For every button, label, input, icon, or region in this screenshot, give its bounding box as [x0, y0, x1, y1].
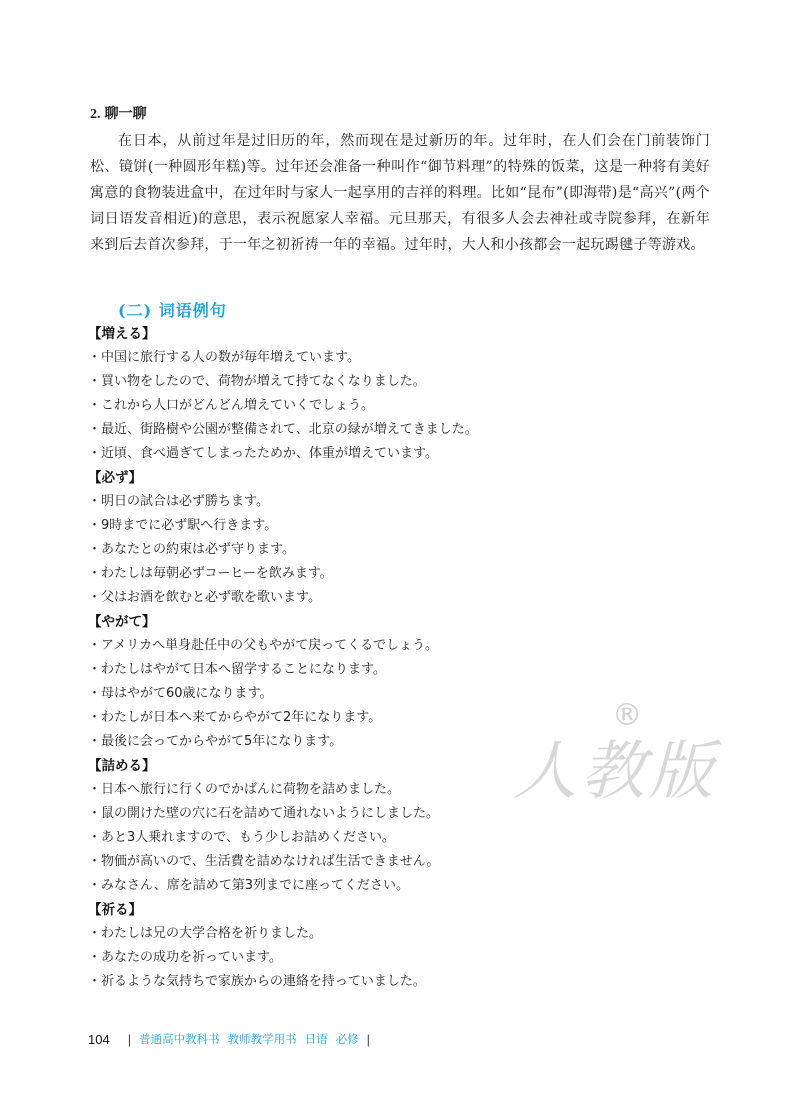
vocab-section-title: (二) 词语例句 [118, 301, 227, 320]
footer-series: 普通高中教科书 [139, 1032, 220, 1046]
example-sentence: ・あなたとの約束は必ず守ります。 [88, 542, 295, 557]
example-sentence: ・物価が高いので、生活費を詰めなければ生活できません。 [88, 854, 440, 869]
vocab-term: 【必ず】 [88, 470, 142, 486]
vocab-term: 【祈る】 [88, 902, 142, 918]
page-footer [88, 1031, 370, 1047]
footer-level: 必修 [335, 1032, 359, 1046]
example-sentence: ・わたしは毎朝必ずコーヒーを飲みます。 [88, 566, 333, 581]
example-sentence: ・9時までに必ず駅へ行きます。 [88, 518, 278, 533]
example-sentence: ・わたしはやがて日本へ留学することになります。 [88, 662, 386, 677]
example-sentence: ・鼠の開けた壁の穴に石を詰めて通れないようにしました。 [88, 806, 440, 821]
example-sentence: ・日本へ旅行に行くのでかばんに荷物を詰めました。 [88, 782, 401, 797]
example-sentence: ・母はやがて60歳になります。 [88, 686, 273, 701]
vocab-group [88, 610, 728, 754]
section-title: 聊一聊 [104, 106, 147, 122]
example-sentence: ・祈るような気持ちで家族からの連絡を持っていました。 [88, 974, 426, 989]
registered-mark: ® [612, 698, 642, 733]
example-sentence: ・父はお酒を飲むと必ず歌を歌います。 [88, 590, 321, 605]
section-heading [90, 103, 147, 123]
example-sentence: ・アメリカへ単身赴任中の父もやがて戻ってくるでしょう。 [88, 638, 438, 653]
example-sentence: ・最近、街路樹や公園が整備されて、北京の緑が増えてきました。 [88, 422, 478, 437]
example-sentence: ・わたしが日本へ来てからやがて2年になります。 [88, 710, 382, 725]
example-sentence: ・あと3人乗れますので、もう少しお詰めください。 [88, 830, 396, 845]
vocab-group [88, 466, 728, 610]
section-number: 2. [90, 107, 101, 122]
footer-separator: | [127, 1031, 132, 1047]
section-paragraph: 在日本，从前过年是过旧历的年，然而现在是过新历的年。过年时，在人们会在门前装饰门松、镜饼(一种圆形年糕)等。过年还会准备一种叫作“御节料理”的特殊的饭菜，这是一种将有美好寓意的食物装进盒中，在过年时与家人一起享用的吉祥的料理。比如“昆布”(即海带)是“高兴”(两个词日语发音相近)的意思，表示祝愿家人幸福。元旦那天，有很多人会去神社或寺院参拜，在新年来到后去首次参拜，于一年之初祈祷一年的幸福。过年时，大人和小孩都会一起玩踢毽子等游戏。 [90, 133, 710, 253]
example-sentence: ・みなさん、席を詰めて第3列までに座ってください。 [88, 878, 410, 893]
example-sentence: ・わたしは兄の大学合格を祈りました。 [88, 926, 323, 941]
vocab-list [88, 322, 728, 994]
vocab-group [88, 898, 728, 994]
example-sentence: ・あなたの成功を祈っています。 [88, 950, 282, 965]
vocab-term: 【増える】 [88, 326, 156, 342]
footer-subject: 日语 [304, 1032, 328, 1046]
vocab-term: 【詰める】 [88, 758, 156, 774]
vocab-term: 【やがて】 [88, 614, 156, 630]
footer-separator: | [366, 1031, 370, 1047]
example-sentence: ・中国に旅行する人の数が毎年増えています。 [88, 350, 360, 365]
vocab-group [88, 754, 728, 898]
vocab-group [88, 322, 728, 466]
example-sentence: ・最後に会ってからやがて5年になります。 [88, 734, 343, 749]
example-sentence: ・これから人口がどんどん増えていくでしょう。 [88, 398, 375, 413]
example-sentence: ・明日の試合は必ず勝ちます。 [88, 494, 269, 509]
example-sentence: ・近頃、食べ過ぎてしまったためか、体重が増えています。 [88, 446, 438, 461]
watermark-logo: 人教版 [508, 735, 733, 809]
footer-book: 教师教学用书 [227, 1032, 297, 1046]
example-sentence: ・買い物をしたので、荷物が増えて持てなくなりました。 [88, 374, 426, 389]
page-number: 104 [88, 1031, 110, 1047]
